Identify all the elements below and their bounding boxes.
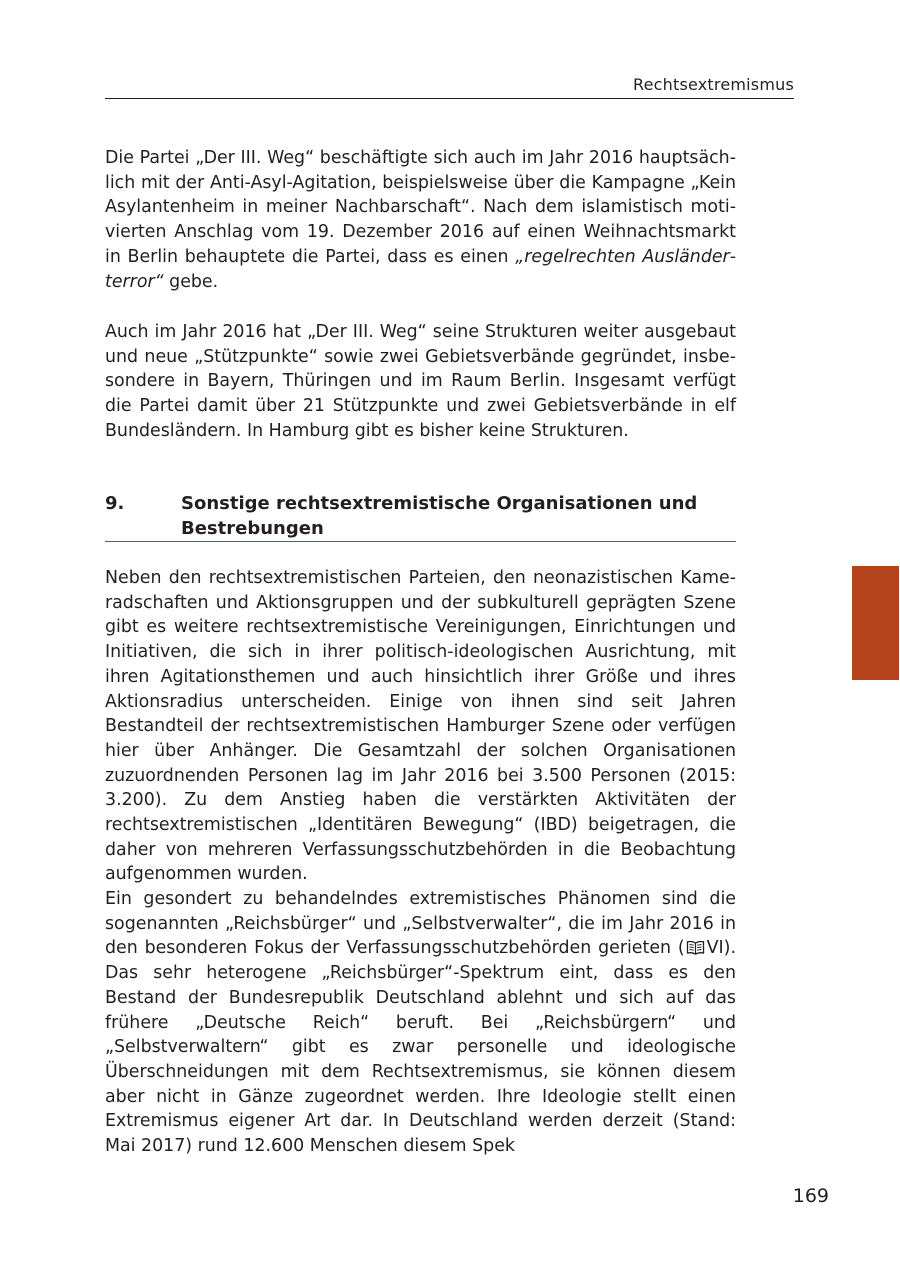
header-rule [105,98,794,99]
paragraph-sonstige-organisationen: Neben den rechtsextremistischen Parteien, den neonazistischen Kameradschaften und Aktionsgruppen und der subkulturell geprägten Szene gibt es weitere rechtsextremistische Vereinigungen, Einrichtungen und Initiativen, die sich in ihrer politisch-ideologischen Ausrichtung, mit ihren Agitationsthemen und auch hinsichtlich ihrer Größe und ihres Aktionsradius unterscheiden. Einige von ihnen sind seit Jahren Bestandteil der rechtsextremistischen Hamburger Szene oder verfügen hier über Anhänger. Die Gesamtzahl der solchen Organisationen zuzuordnenden Personen lag im Jahr 2016 bei 3.500 Personen (2015: 3.200). Zu dem Anstieg haben die verstärkten Aktivitäten der rechtsextremistischen „Identitären Bewegung“ (IBD) beigetragen, die daher von mehreren Verfassungsschutzbehörden in die Beobachtung aufgenommen wurden. [105,568,736,885]
paragraph-4-text-end: ). Das sehr heterogene „Reichsbürger“-Spektrum eint, dass es den Bestand der Bundesrepublik Deutschland ablehnt und sich auf das frühere „Deutsche Reich“ beruft. Bei „Reichsbürgern“ und „Selbstverwaltern“ gibt es zwar personelle und ideologische Überschneidungen mit dem Rechtsextremismus, sie können diesem aber nicht in Gänze zugeordnet werden. Ihre Ideologie stellt einen Extremismus eigener Art dar. In Deutschland werden derzeit (Stand: Mai 2017) rund 12.600 Menschen diesem Spek [105,938,736,1157]
paragraph-der-dritte-weg-agitation [105,146,736,294]
paragraph-der-dritte-weg-strukturen: Auch im Jahr 2016 hat „Der III. Weg“ seine Strukturen weiter ausgebaut und neue „Stützpunkte“ sowie zwei Gebietsverbände gegründet, insbesondere in Bayern, Thüringen und im Raum Berlin. Insgesamt verfügt die Partei damit über 21 Stützpunkte und zwei Gebietsverbände in elf Bundesländern. In Hamburg gibt es bisher keine Strukturen. [105,322,736,441]
paragraph-1-text: Die Partei „Der III. Weg“ beschäftigte sich auch im Jahr 2016 hauptsächlich mit der Anti-Asyl-Agitation, beispielsweise über die Kampagne „Kein Asylantenheim in meiner Nachbarschaft“. Nach dem islamistisch motivierten Anschlag vom 19. Dezember 2016 auf einen Weihnachtsmarkt in Berlin behauptete die Partei, dass es einen [105,148,736,267]
page-number: 169 [792,1185,829,1207]
running-header: Rechtsextremismus [633,75,794,94]
section-title: Sonstige rechtsextremistische Organisationen und Bestrebungen [181,493,698,539]
open-book-icon [686,940,705,955]
paragraph-1-quote: „regelrechten Ausländerterror“ [105,246,736,292]
paragraph-4-text: Ein gesondert zu behandelndes extremistisches Phänomen sind die sogenannten „Reichsbürger“ und „Selbstverwalter“, die im Jahr 2016 in den besonderen Fokus der Verfassungsschutzbehörden gerieten ( [105,889,736,959]
section-number: 9. [105,493,125,514]
paragraph-reichsbuerger [105,887,736,1159]
chapter-reference: VI [706,938,724,959]
chapter-thumb-tab [852,566,899,680]
section-heading-rule [105,541,736,542]
paragraph-1-text-end: gebe. [163,271,219,292]
